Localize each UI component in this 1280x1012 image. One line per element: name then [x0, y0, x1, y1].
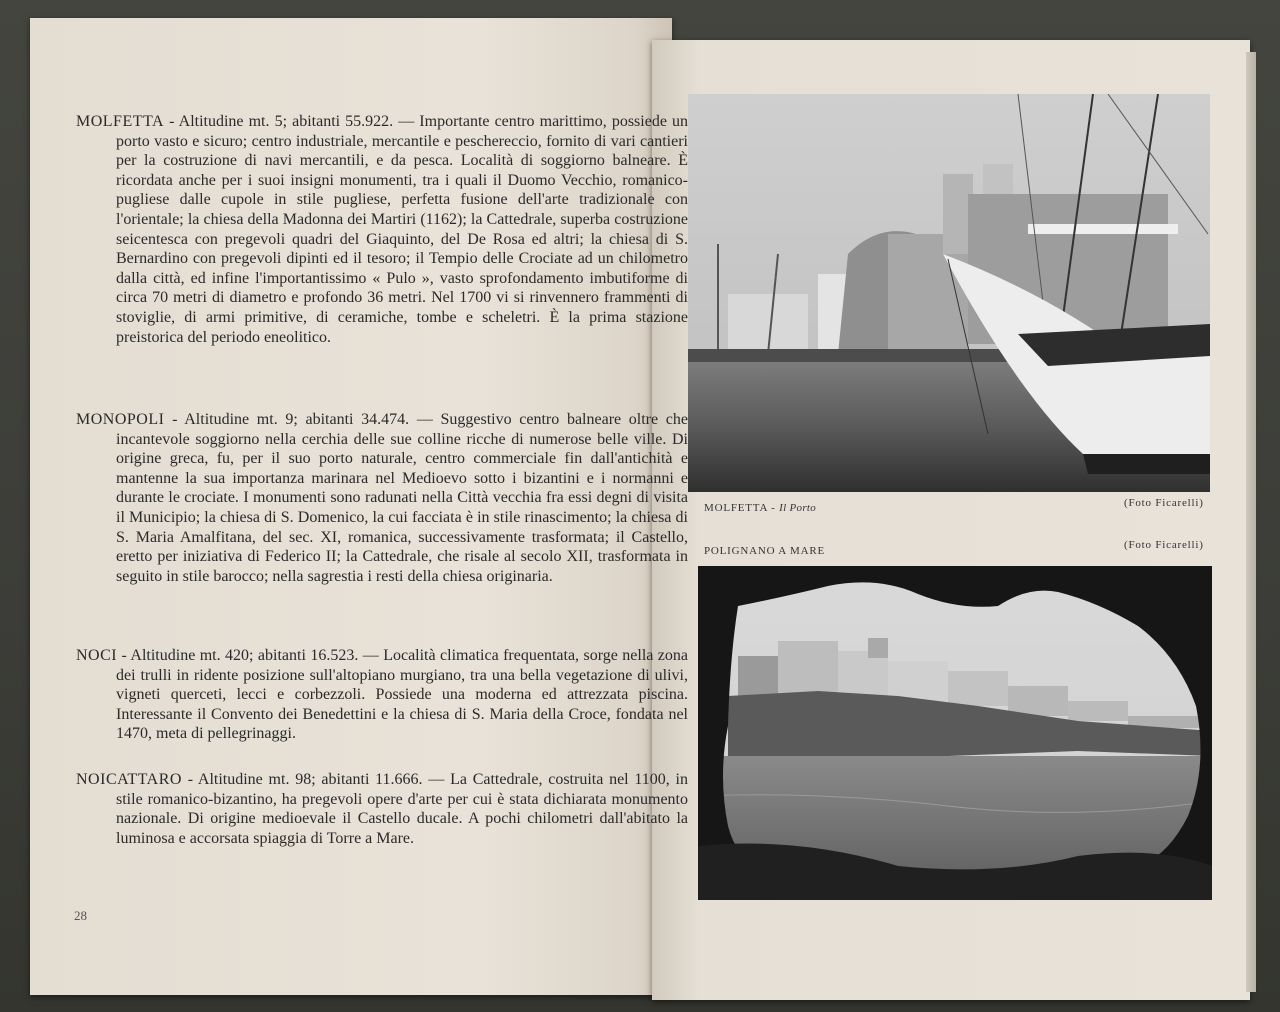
entry-name: NOICATTARO	[76, 771, 182, 788]
entry-text: - Altitudine mt. 5; abitanti 55.922. — Importante centro marittimo, possiede un porto vasto e sicuro; centro industriale, mercantile e peschereccio, fornito di vari cantieri per la costruzione di navi mercantili, e da pesca. Località di soggiorno balneare. È ricordata anche per i suoi insigni monumenti, tra i quali il Duomo Vecchio, romanico-pugliese dalle cupole in stile pugliese, perfetta fusione dell'arte tradizionale con l'orientale; la chiesa della Madonna dei Martiri (1162); la Cattedrale, superba costruzione seicentesca con pregevoli quadri del Giaquinto, del De Rosa ed altri; la chiesa di S. Bernardino con pregevoli dipinti ed il tesoro; il Tempio delle Crociate ad un chilometro dalla città, ed infine l'importantissimo « Pulo », vasto sprofondamento imbutiforme di circa 70 metri di diametro e profondo 36 metri. Nel 1700 vi si rinvennero frammenti di stoviglie, di armi primitive, di ceramiche, tombe e scheletri. È la prima stazione preistorica del periodo eneolitico.	[116, 113, 688, 346]
entry-text: - Altitudine mt. 98; abitanti 11.666. — La Cattedrale, costruita nel 1100, in stile romanico-bizantino, ha pregevoli opere d'arte per cui è stata dichiarata monumento nazionale. Di origine medioevale il Castello ducale. A pochi chilometri dall'abitato la luminosa e accorsata spiaggia di Torre a Mare.	[116, 771, 688, 847]
photo-caption-molfetta	[704, 502, 816, 514]
entry-text: - Altitudine mt. 420; abitanti 16.523. — Località climatica frequentata, sorge nella zona dei trulli in ridente posizione sull'altopiano murgiano, tra una bella vegetazione di ulivi, vigneti querceti, lecci e corbezzoli. Possiede una moderna ed attrezzata piscina. Interessante il Convento dei Benedettini e la chiesa di S. Maria della Croce, fondata nel 1470, meta di pellegrinaggi.	[116, 647, 688, 743]
entry-name: MONOPOLI	[76, 411, 165, 428]
photo-credit-2: (Foto Ficarelli)	[1124, 539, 1204, 551]
entry-monopoli	[76, 410, 688, 586]
entry-text: - Altitudine mt. 9; abitanti 34.474. — Suggestivo centro balneare oltre che incantevole soggiorno nella cerchia delle sue colline ricche di numerose belle ville. Di origine greca, fu, per il suo porto naturale, centro commerciale fin dall'antichità e mantenne la sua importanza marinara nel Medioevo sotto i bizantini e i normanni e durante le crociate. I monumenti sono radunati nella Città vecchia fra essi degni di visita il Municipio; la chiesa di S. Domenico, la cui facciata è in stile rinascimento; la chiesa di S. Maria Amalfitana, del sec. XI, romanica, successivamente trasformata; il Castello, eretto per iniziativa di Federico II; la Cattedrale, che risale al secolo XII, trasformata in seguito in stile barocco; nella sagrestia i resti della chiesa originaria.	[116, 411, 688, 585]
entry-name: MOLFETTA	[76, 113, 165, 130]
page-edges	[1246, 52, 1256, 992]
photo-molfetta-port	[688, 94, 1210, 492]
caption-subject: Il Porto	[779, 502, 817, 514]
entry-noicattaro	[76, 770, 688, 848]
photo-caption-polignano: POLIGNANO A MARE	[704, 545, 825, 557]
page-number: 28	[74, 908, 87, 923]
photo-credit-1: (Foto Ficarelli)	[1124, 497, 1204, 509]
photo-polignano-a-mare	[698, 566, 1212, 900]
entry-molfetta	[76, 112, 688, 347]
caption-separator: -	[767, 502, 780, 514]
entry-name: NOCI	[76, 647, 118, 664]
caption-place: MOLFETTA	[704, 502, 768, 514]
entry-noci	[76, 646, 688, 744]
